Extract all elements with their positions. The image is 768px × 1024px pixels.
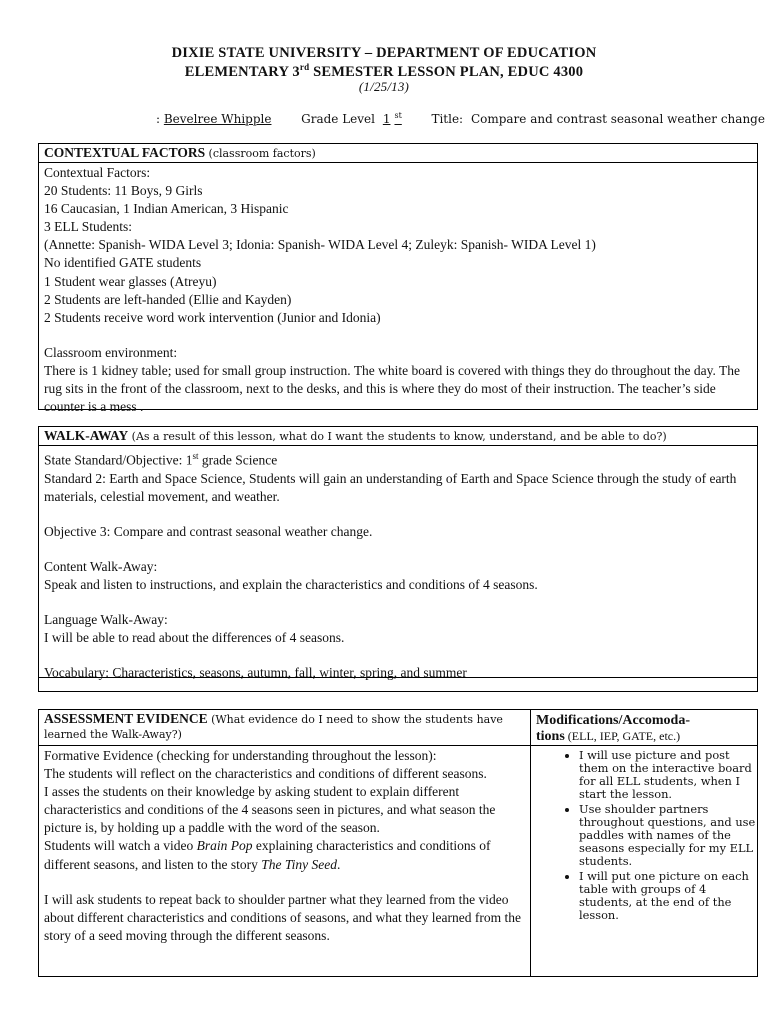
objective: Objective 3: Compare and contrast seasonal weather change.: [44, 523, 373, 539]
language-walkaway-text: I will be able to read about the differences of 4 seasons.: [44, 630, 345, 646]
environment-label: Classroom environment:: [44, 344, 178, 360]
doc-date: (1/25/13): [358, 79, 410, 94]
assessment-column: [39, 710, 531, 976]
assessment-section: [38, 709, 758, 977]
formative-evidence: Formative Evidence (checking for understanding throughout the lesson):: [44, 748, 437, 763]
context-line: 2 Students receive word work intervention (Junior and Idonia): [44, 309, 381, 325]
lesson-meta: : Bevelree Whipple Grade Level 1 $^{st}$ Title: Compare and contrast seasonal weather change: [156, 111, 765, 126]
assess-text: I asses the students on their knowledge by asking student to explain different characteristics and conditions of the 4 seasons seen in pictures, and what season the picture is, by holding up a paddle with the word of the season.: [44, 784, 496, 836]
contextual-factors-heading: CONTEXTUAL FACTORS (classroom factors): [39, 144, 757, 163]
grade-value: 1 $^{st}$: [382, 111, 402, 126]
grade-label: Grade Level: [301, 112, 375, 126]
context-line: No identified GATE students: [44, 255, 202, 271]
doc-title-line2: ELEMENTARY 3rd SEMESTER LESSON PLAN, EDUC 4300: [184, 62, 584, 80]
modifications-list: [531, 746, 757, 922]
repeat-text: I will ask students to repeat back to shoulder partner what they learned from the video about different characteristics and conditions of seasons, and what they learned from the story of a seed moving through the different seasons.: [44, 891, 521, 943]
contextual-factors-body: [39, 163, 757, 419]
title-label: Title:: [431, 112, 464, 126]
context-line: 20 Students: 11 Boys, 9 Girls: [44, 183, 203, 199]
walk-away-section: [38, 426, 758, 692]
walk-away-heading: WALK-AWAY (As a result of this lesson, what do I want the students to know, understand, and be able to do?): [39, 427, 757, 446]
assessment-body: [39, 746, 530, 948]
standard-2: Standard 2: Earth and Space Science, Students will gain an understanding of Earth and Space Science through the study of earth materials, celestial movement, and weather.: [44, 470, 737, 504]
modification-item: • Use shoulder partners throughout questions, and use paddles with names of the seasons especially for my ELL students.: [579, 803, 757, 868]
content-walkaway-text: Speak and listen to instructions, and explain the characteristics and conditions of 4 seasons.: [44, 576, 538, 592]
context-line: 16 Caucasian, 1 Indian American, 3 Hispanic: [44, 201, 289, 217]
video-text: Students will watch a video Brain Pop explaining characteristics and conditions of different seasons, and listen to the story The Tiny Seed.: [44, 838, 491, 872]
context-line: 1 Student wear glasses (Atreyu): [44, 273, 217, 289]
language-walkaway-label: Language Walk-Away:: [44, 612, 168, 628]
vocabulary: Vocabulary: Characteristics, seasons, autumn, fall, winter, spring, and summer: [44, 665, 467, 681]
modifications-column: [531, 710, 757, 976]
contextual-factors-section: [38, 143, 758, 415]
teacher-name: Bevelree Whipple: [163, 112, 272, 126]
title-value: Compare and contrast seasonal weather change: [470, 112, 765, 126]
context-line: (Annette: Spanish- WIDA Level 3; Idonia: Spanish- WIDA Level 4; Zuleyk: Spanish- WIDA Level 1): [44, 237, 596, 253]
context-line: 3 ELL Students:: [44, 219, 132, 235]
reflect-text: The students will reflect on the characteristics and conditions of different seasons.: [44, 766, 487, 782]
modifications-heading: Modifications/Accomoda- tions (ELL, IEP, GATE, etc.): [531, 710, 757, 746]
context-line: 2 Students are left-handed (Ellie and Kayden): [44, 291, 292, 307]
walk-away-body: [39, 446, 757, 681]
modification-item: • I will put one picture on each table with groups of 4 students, at the end of the lesson.: [579, 870, 757, 922]
state-standard: State Standard/Objective: 1st grade Science: [44, 451, 278, 468]
content-walkaway-label: Content Walk-Away:: [44, 558, 158, 574]
doc-title-line1: DIXIE STATE UNIVERSITY – DEPARTMENT OF EDUCATION: [171, 45, 597, 61]
assessment-heading: ASSESSMENT EVIDENCE (What evidence do I need to show the students have learned the Walk-Away?): [39, 710, 530, 746]
modification-item: • I will use picture and post them on the interactive board for all ELL students, when I start the lesson.: [579, 749, 757, 801]
environment-text: There is 1 kidney table; used for small group instruction. The white board is covered with things they do throughout the day. The rug sits in the front of the classroom, next to the desks, and this is where they do most of their instruction. The teacher’s side counter is a mess .: [44, 362, 740, 415]
context-line: Contextual Factors:: [44, 165, 151, 180]
